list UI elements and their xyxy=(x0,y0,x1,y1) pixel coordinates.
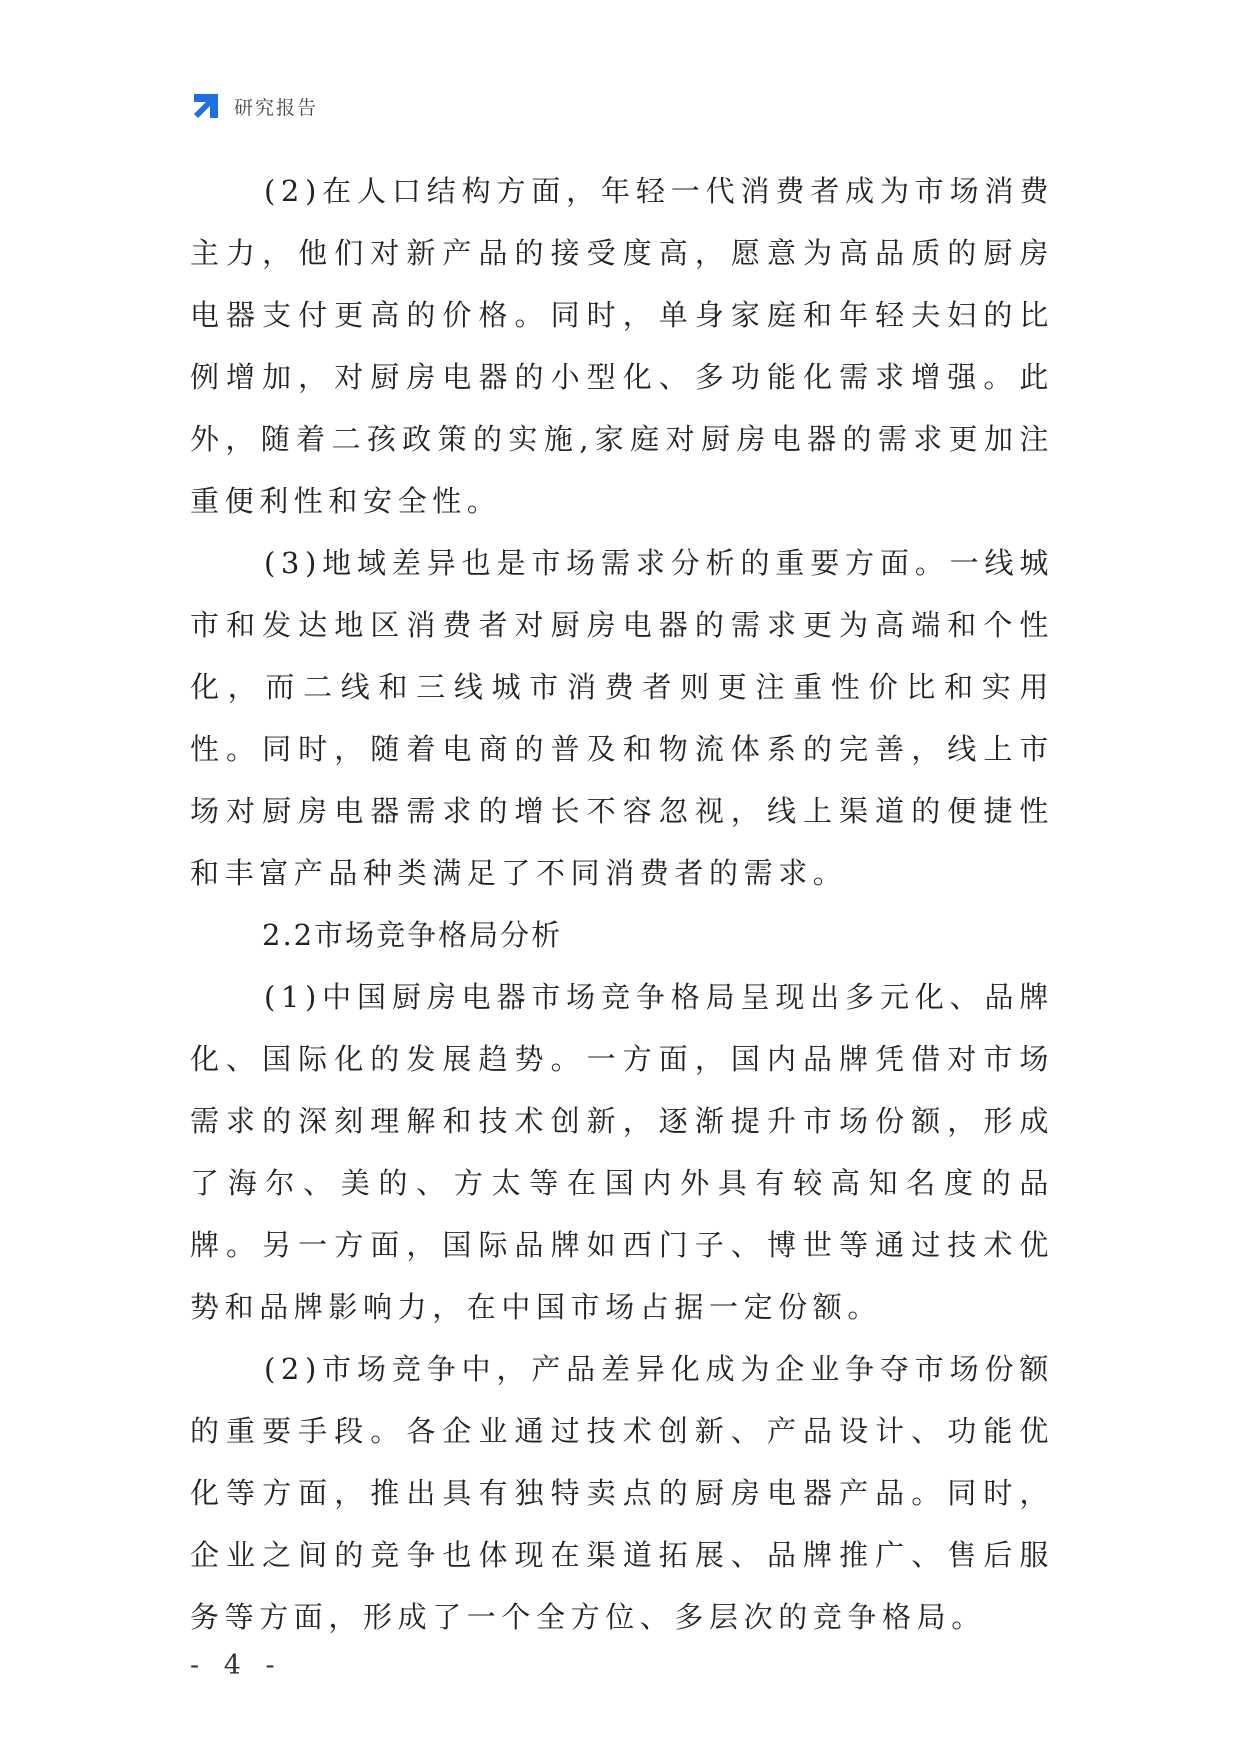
paragraph-competition-landscape: (1)中国厨房电器市场竞争格局呈现出多元化、品牌化、国际化的发展趋势。一方面，国内品牌凭借对市场需求的深刻理解和技术创新，逐渐提升市场份额，形成了海尔、美的、方太等在国内外具有较高知名度的品牌。另一方面，国际品牌如西门子、博世等通过技术优势和品牌影响力，在中国市场占据一定份额。 xyxy=(190,980,1054,1324)
document-body xyxy=(190,160,1054,1648)
arrow-logo-icon xyxy=(190,90,222,122)
page-number: - 4 - xyxy=(190,1650,283,1681)
section-heading: 2.2市场竞争格局分析 xyxy=(262,918,563,952)
paragraph-population-structure: (2)在人口结构方面，年轻一代消费者成为市场消费主力，他们对新产品的接受度高，愿意为高品质的厨房电器支付更高的价格。同时，单身家庭和年轻夫妇的比例增加，对厨房电器的小型化、多功能化需求增强。此外，随着二孩政策的实施,家庭对厨房电器的需求更加注重便利性和安全性。 xyxy=(190,174,1054,518)
header-title: 研究报告 xyxy=(234,96,319,119)
page-header xyxy=(190,90,318,122)
paragraph-product-differentiation: (2)市场竞争中，产品差异化成为企业争夺市场份额的重要手段。各企业通过技术创新、产品设计、功能优化等方面，推出具有独特卖点的厨房电器产品。同时，企业之间的竞争也体现在渠道拓展、品牌推广、售后服务等方面，形成了一个全方位、多层次的竞争格局。 xyxy=(190,1352,1054,1634)
paragraph-regional-difference: (3)地域差异也是市场需求分析的重要方面。一线城市和发达地区消费者对厨房电器的需求更为高端和个性化，而二线和三线城市消费者则更注重性价比和实用性。同时，随着电商的普及和物流体系的完善，线上市场对厨房电器需求的增长不容忽视，线上渠道的便捷性和丰富产品种类满足了不同消费者的需求。 xyxy=(190,546,1054,890)
